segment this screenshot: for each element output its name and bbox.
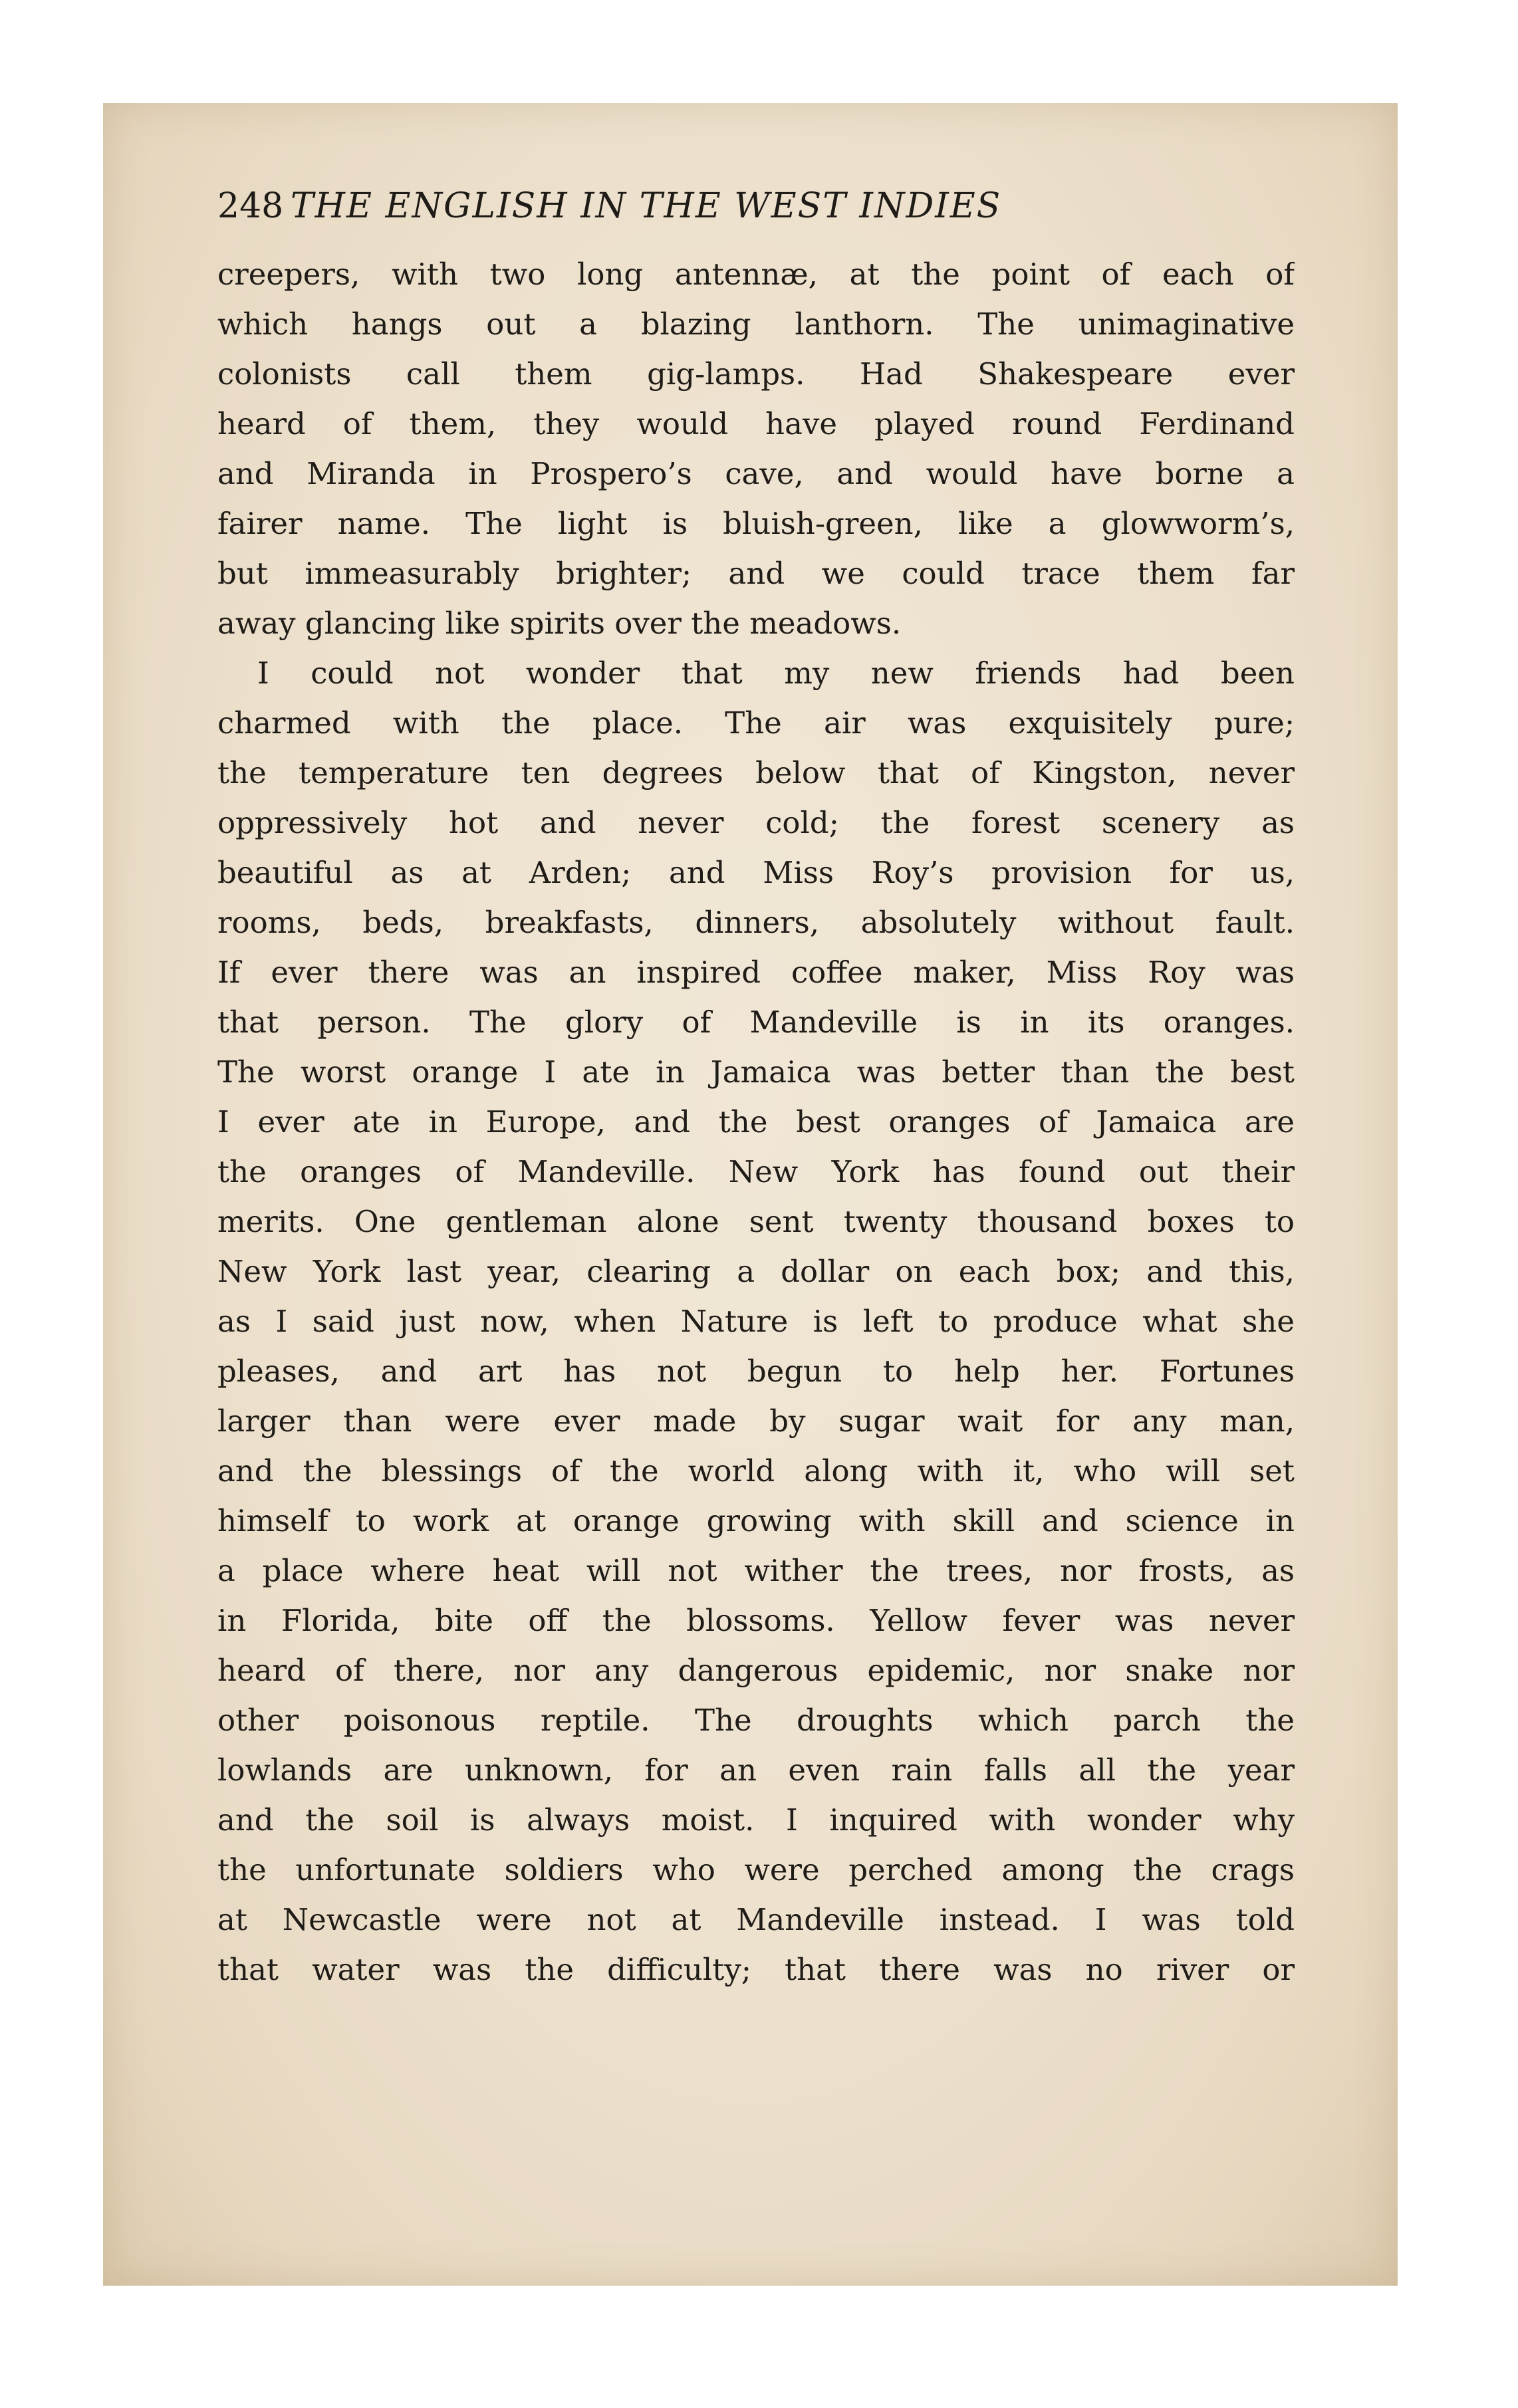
text-line: merits. One gentleman alone sent twenty thousand boxes to — [217, 1204, 1295, 1239]
text-line: If ever there was an inspired coffee maker, Miss Roy was — [217, 955, 1295, 990]
text-line: I ever ate in Europe, and the best oranges of Jamaica are — [217, 1104, 1295, 1140]
text-line: fairer name. The light is bluish-green, like a glowworm’s, — [217, 506, 1295, 541]
text-line: as I said just now, when Nature is left to produce what she — [217, 1304, 1295, 1339]
text-line: the oranges of Mandeville. New York has found out their — [217, 1154, 1295, 1189]
text-line: other poisonous reptile. The droughts which parch the — [217, 1703, 1295, 1738]
text-line: but immeasurably brighter; and we could trace them far — [217, 556, 1295, 591]
text-line: larger than were ever made by sugar wait for any man, — [217, 1403, 1295, 1439]
text-line: oppressively hot and never cold; the forest scenery as — [217, 805, 1295, 840]
text-line: himself to work at orange growing with skill and science in — [217, 1503, 1295, 1538]
text-line: heard of there, nor any dangerous epidemic, nor snake nor — [217, 1653, 1295, 1688]
text-line: rooms, beds, breakfasts, dinners, absolutely without fault. — [217, 905, 1295, 940]
text-line: colonists call them gig-lamps. Had Shakespeare ever — [217, 356, 1295, 392]
text-line: lowlands are unknown, for an even rain falls all the year — [217, 1752, 1295, 1788]
text-line: which hangs out a blazing lanthorn. The unimaginative — [217, 306, 1295, 342]
text-line: the temperature ten degrees below that of Kingston, never — [217, 755, 1295, 790]
text-line: at Newcastle were not at Mandeville instead. I was told — [217, 1902, 1295, 1937]
text-line: that person. The glory of Mandeville is in its oranges. — [217, 1005, 1295, 1040]
text-line: a place where heat will not wither the trees, nor frosts, as — [217, 1553, 1295, 1588]
text-line: creepers, with two long antennæ, at the point of each of — [217, 257, 1295, 292]
page-header — [217, 176, 1295, 236]
text-line: beautiful as at Arden; and Miss Roy’s provision for us, — [217, 855, 1295, 890]
text-line: charmed with the place. The air was exquisitely pure; — [217, 705, 1295, 741]
text-line: New York last year, clearing a dollar on each box; and this, — [217, 1254, 1295, 1289]
text-line: The worst orange I ate in Jamaica was better than the best — [217, 1054, 1295, 1090]
text-line: and the soil is always moist. I inquired with wonder why — [217, 1802, 1295, 1838]
running-title: THE ENGLISH IN THE WEST INDIES — [291, 186, 1002, 226]
text-line: I could not wonder that my new friends had been — [257, 656, 1295, 691]
paragraph-2 — [217, 648, 1295, 1994]
body-text — [217, 249, 1295, 1994]
paragraph-1 — [217, 249, 1295, 648]
text-line: and the blessings of the world along with it, who will set — [217, 1453, 1295, 1489]
text-line: the unfortunate soldiers who were perched among the crags — [217, 1852, 1295, 1887]
text-line: away glancing like spirits over the meadows. — [217, 606, 902, 641]
text-line: and Miranda in Prospero’s cave, and would have borne a — [217, 456, 1295, 491]
text-line: heard of them, they would have played round Ferdinand — [217, 406, 1295, 441]
text-line: in Florida, bite off the blossoms. Yellow fever was never — [217, 1603, 1295, 1638]
text-line: pleases, and art has not begun to help her. Fortunes — [217, 1354, 1295, 1389]
page-number: 248 — [217, 186, 284, 226]
text-line: that water was the difficulty; that there was no river or — [217, 1952, 1295, 1987]
